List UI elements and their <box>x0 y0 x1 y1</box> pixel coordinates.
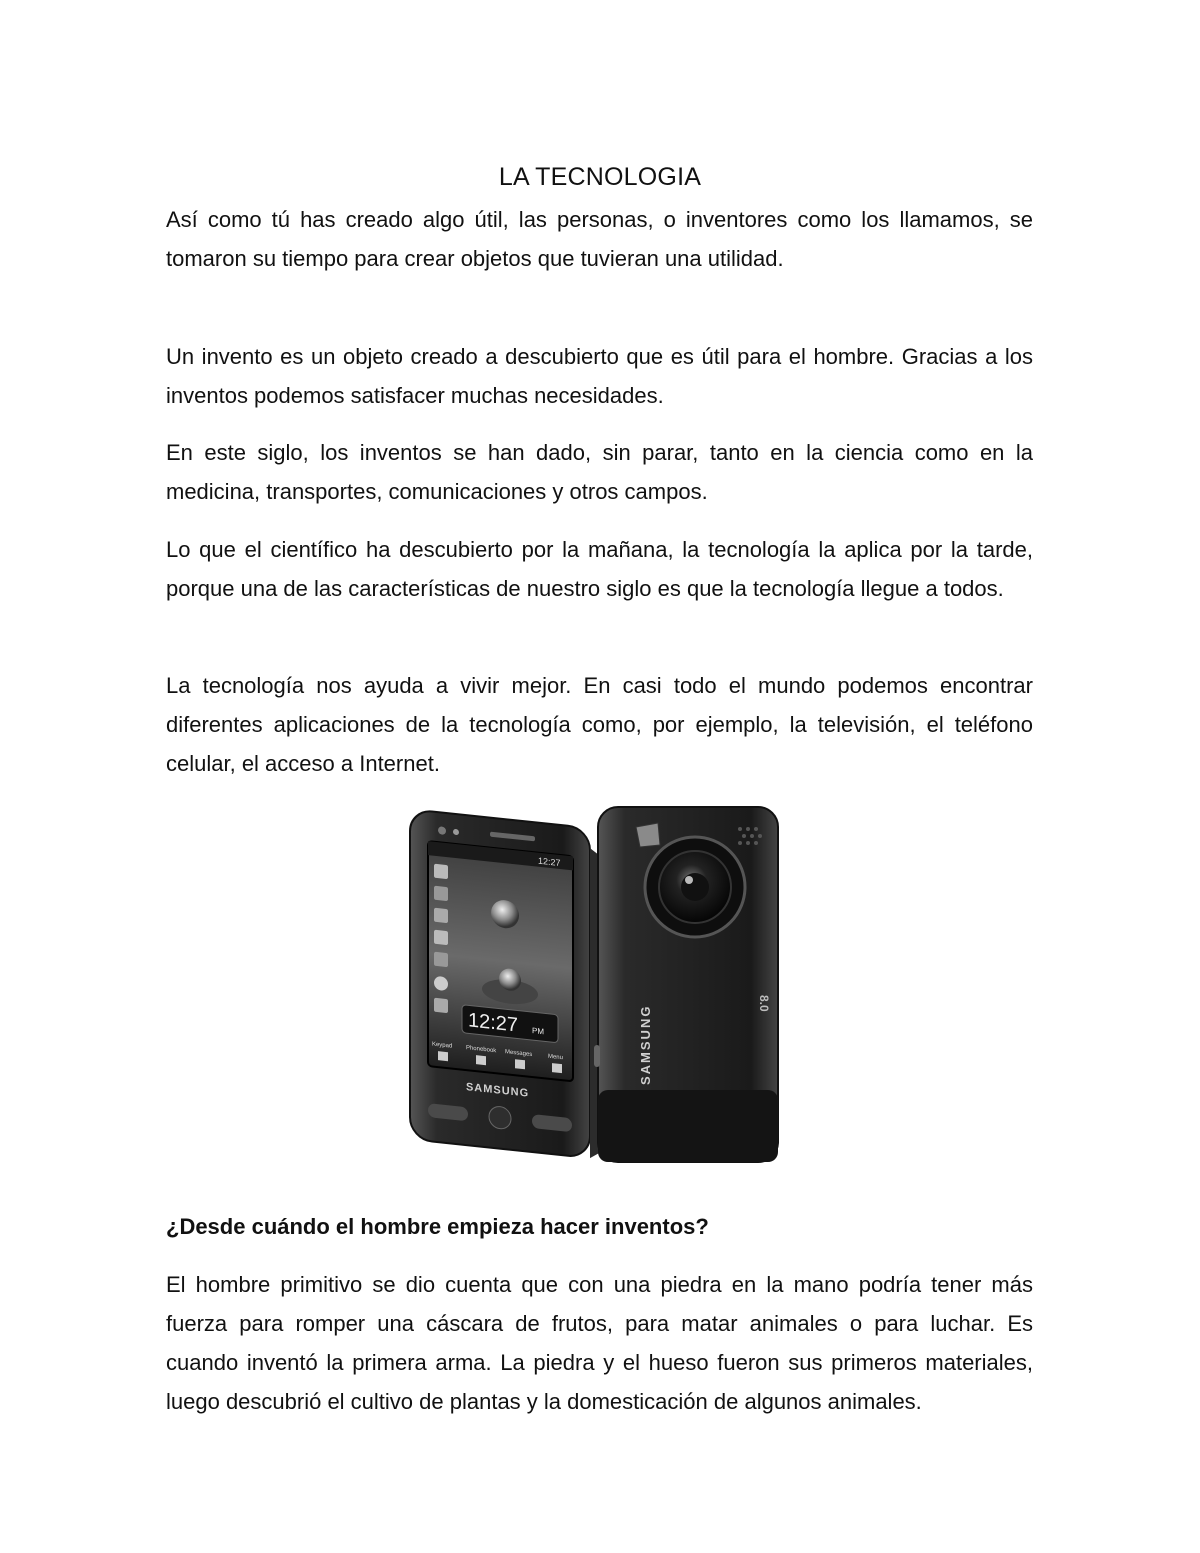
screen-clock: 12:27 <box>468 1009 519 1037</box>
front-brand: SAMSUNG <box>466 1081 530 1100</box>
phones-illustration <box>360 795 790 1170</box>
camera-badge: 8.0 <box>757 995 771 1012</box>
screen-clock-suffix: PM <box>532 1026 544 1037</box>
menu-menu: Menu <box>548 1053 563 1062</box>
status-time: 12:27 <box>538 855 561 869</box>
document-title: LA TECNOLOGIA <box>498 162 702 191</box>
samsung-phones-image <box>360 795 790 1170</box>
paragraph-intro: Así como tú has creado algo útil, las personas, o inventores como los llamamos, se tomaron su tiempo para crear objetos que tuvieran una utilidad. <box>166 207 1033 271</box>
menu-messages: Messages <box>505 1049 533 1059</box>
paragraph-hombre-primitivo: El hombre primitivo se dio cuenta que con una piedra en la mano podría tener más fuerza para romper una cáscara de frutos, para matar animales o para luchar. Es cuando inventó la primera arma. La piedra y el hueso fueron sus primeros materiales, luego descubrió el cultivo de plantas y la domesticación de algunos animales. <box>166 1272 1033 1414</box>
back-brand: SAMSUNG <box>638 1004 653 1085</box>
section-question: ¿Desde cuándo el hombre empieza hacer inventos? <box>166 1214 709 1239</box>
phone-front <box>410 809 605 1159</box>
paragraph-cientifico: Lo que el científico ha descubierto por la mañana, la tecnología la aplica por la tarde, porque una de las características de nuestro siglo es que la tecnología llegue a todos. <box>166 537 1033 601</box>
menu-keypad: Keypad <box>432 1041 453 1050</box>
phone-back <box>594 807 778 1162</box>
paragraph-siglo: En este siglo, los inventos se han dado, sin parar, tanto en la ciencia como en la medicina, transportes, comunicaciones y otros campos. <box>166 440 1033 504</box>
paragraph-invento: Un invento es un objeto creado a descubierto que es útil para el hombre. Gracias a los inventos podemos satisfacer muchas necesidades. <box>166 344 1033 408</box>
menu-phonebook: Phonebook <box>466 1045 497 1055</box>
paragraph-vivir-mejor: La tecnología nos ayuda a vivir mejor. En casi todo el mundo podemos encontrar diferentes aplicaciones de la tecnología como, por ejemplo, la televisión, el teléfono celular, el acceso a Internet. <box>166 673 1033 776</box>
